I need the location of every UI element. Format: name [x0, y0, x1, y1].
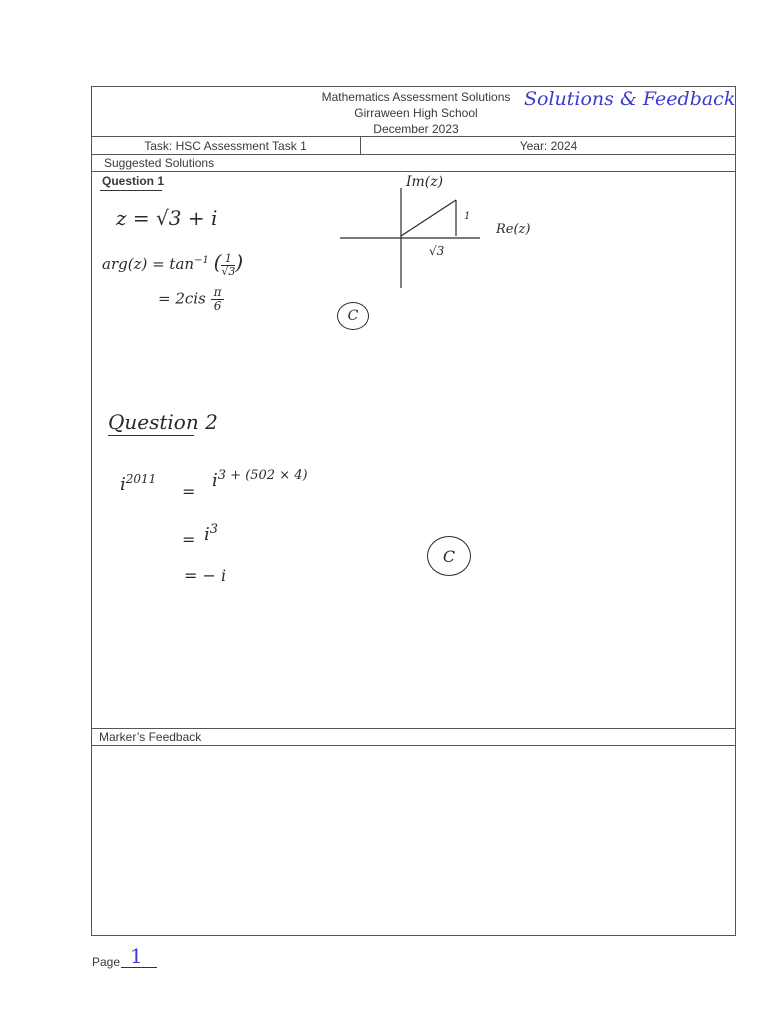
- q2-heading-underline: [108, 435, 194, 436]
- header-divider: [91, 136, 736, 137]
- y-component-label: 1: [464, 211, 471, 222]
- handwritten-stamp: Solutions & Feedback: [524, 88, 736, 110]
- task-label: Task: HSC Assessment Task 1: [144, 139, 307, 153]
- q2-line1-right: $i^{3 + (502 \times 4)}$: [212, 468, 308, 491]
- q1-line2: $arg(z) = \tan^{-1}$ ( $\frac{1}{√3}$ ): [102, 250, 244, 278]
- feedback-label-divider: [91, 745, 736, 746]
- q1-line3: = 2cis $\frac{\pi}{6}$: [158, 286, 224, 313]
- vector-z: [401, 200, 456, 236]
- q2-line2: $i^3$: [204, 522, 219, 545]
- task-row-divider: [91, 154, 736, 155]
- suggested-solutions-label: Suggested Solutions: [104, 156, 215, 170]
- year-label: Year: 2024: [519, 139, 578, 153]
- q1-heading: Question 1: [102, 174, 165, 188]
- header-school: Girraween High School: [354, 106, 478, 120]
- header-title: Mathematics Assessment Solutions: [321, 90, 511, 104]
- q1-heading-underline: [100, 190, 162, 191]
- page-number: 1: [130, 944, 143, 968]
- markers-feedback-label: Marker’s Feedback: [99, 730, 202, 744]
- argand-diagram: [330, 170, 560, 295]
- feedback-top-divider: [91, 728, 736, 729]
- header-date: December 2023: [373, 122, 459, 136]
- q2-heading: Question 2: [108, 410, 218, 434]
- q2-answer-circle: C: [427, 536, 471, 576]
- q2-line1-left: $i^{2011}$: [120, 472, 157, 495]
- q2-line2-eq: =: [182, 530, 196, 549]
- im-axis-label: Im(z): [406, 174, 444, 190]
- q1-line1: z = √3 + i: [116, 206, 218, 230]
- page-label: Page: [92, 955, 121, 969]
- re-axis-label: Re(z): [496, 222, 531, 237]
- q1-answer-circle: C: [337, 302, 369, 330]
- q2-line3: = − i: [184, 566, 227, 585]
- q2-line1-eq: =: [182, 482, 196, 501]
- x-component-label: √3: [429, 244, 445, 258]
